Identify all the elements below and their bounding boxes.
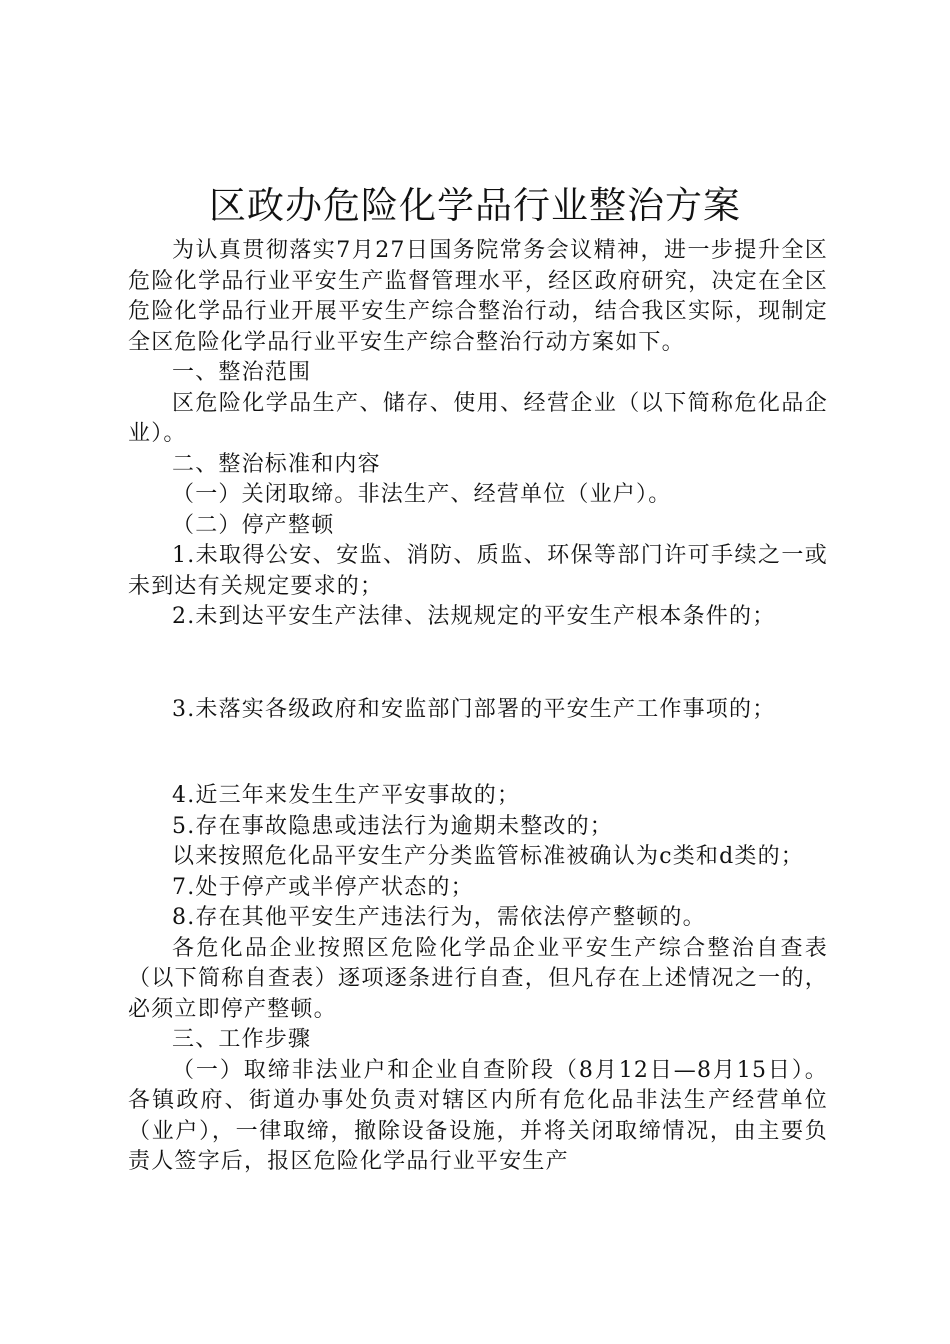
paragraph-scope: 区危险化学品生产、储存、使用、经营企业（以下简称危化品企业）。 xyxy=(128,390,828,446)
spacer xyxy=(128,633,828,695)
list-item-7: 7.处于停产或半停产状态的； xyxy=(172,874,474,900)
list-item-3: 3.未落实各级政府和安监部门部署的平安生产工作事项的； xyxy=(172,696,776,722)
list-item-2: 2.未到达平安生产法律、法规规定的平安生产根本条件的； xyxy=(172,604,776,629)
spacer xyxy=(128,725,828,781)
list-item-4: 4.近三年来发生生产平安事故的； xyxy=(172,783,521,808)
section-heading-standards: 二、整治标准和内容 xyxy=(172,451,381,477)
list-item-1: 1.未取得公安、安监、消防、质监、环保等部门许可手续之一或未到达有关规定要求的； xyxy=(128,543,828,599)
document-title: 区政办危险化学品行业整治方案 xyxy=(209,184,741,227)
paragraph-intro: 为认真贯彻落实7月27日国务院常务会议精神，进一步提升全区危险化学品行业平安生产监督管理水平，经区政府研究，决定在全区危险化学品行业开展平安生产综合整治行动，结合我区实际，现制定全区危险化学品行业平安生产综合整治行动方案如下。 xyxy=(128,238,828,355)
section-heading-steps: 三、工作步骤 xyxy=(172,1027,312,1052)
document-body xyxy=(128,236,828,1178)
subheading-suspend: （二）停产整顿 xyxy=(172,512,335,538)
paragraph-step-1: （一）取缔非法业户和企业自查阶段（8月12日—8月15日）。各镇政府、街道办事处负责对辖区内所有危化品非法生产经营单位（业户），一律取缔，撤除设备设施，并将关闭取缔情况，由主要负责人签字后，报区危险化学品行业平安生产 xyxy=(128,1057,828,1174)
list-item-6: 以来按照危化品平安生产分类监管标准被确认为c类和d类的； xyxy=(172,844,805,869)
paragraph-self-check: 各危化品企业按照区危险化学品企业平安生产综合整治自查表（以下简称自查表）逐项逐条进行自查，但凡存在上述情况之一的，必须立即停产整顿。 xyxy=(128,935,828,1022)
section-heading-scope: 一、整治范围 xyxy=(172,360,312,385)
subheading-close: （一）关闭取缔。非法生产、经营单位（业户）。 xyxy=(172,482,672,507)
list-item-5: 5.存在事故隐患或违法行为逾期未整改的； xyxy=(172,813,613,839)
list-item-8: 8.存在其他平安生产违法行为，需依法停产整顿的。 xyxy=(172,905,706,930)
